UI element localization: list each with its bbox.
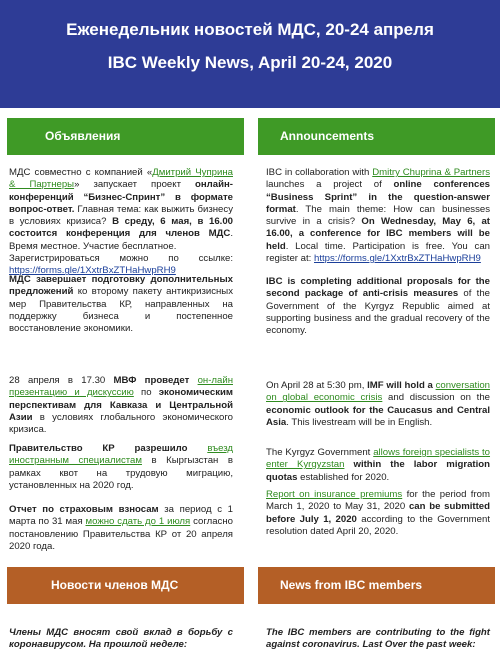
left-p1: МДС совместно с компанией «Дмитрий Чуприна & Партнеры» запускает проект онлайн-конференций “Бизнес-Спринт” в формате вопрос-ответ. Главная тема: как выжить бизнесу в условиях кризиса? В среду, 6 мая, в 16.00 состоится конференция для членов МДС. Время местное. Участие бесплатное. Зарегистрироваться можно по ссылке: https://forms.gle/1XxtrBxZTHaHwpRH9 bbox=[9, 167, 234, 277]
members-bar-ru bbox=[7, 567, 244, 604]
left-p2: МДС завершает подготовку дополнительных предложений ко второму пакету антикризисных мер Правительства КР, направленных на поддержку бизнеса и постепенное восстановление экономики. bbox=[9, 274, 233, 335]
dmitry-chuprina-link-en[interactable]: Dmitry Chuprina & Partners bbox=[372, 167, 490, 178]
dmitry-chuprina-link-ru[interactable]: Дмитрий Чуприна & Партнеры bbox=[9, 167, 233, 191]
left-p5: Отчет по страховым взносам за период с 1 марта по 31 мая можно сдать до 1 июля согласно постановлению Правительства КР от 20 апреля 2020 года. bbox=[9, 504, 233, 552]
announcements-title-en: Announcements bbox=[280, 129, 375, 143]
left-p4: Правительство КР разрешило въезд иностранным специалистам в Кыргызстан в рамках квот на трудовую миграцию, установленных на 2020 год. bbox=[9, 443, 233, 491]
foreign-specialists-link-ru[interactable]: въезд иностранным специалистам bbox=[9, 443, 233, 467]
insurance-report-link-en[interactable]: Report on insurance premiums bbox=[266, 489, 403, 500]
register-link-en[interactable]: https://forms.gle/1XxtrBxZTHaHwpRH9 bbox=[314, 253, 481, 265]
right-p5: Report on insurance premiums for the period from March 1, 2020 to May 31, 2020 can be submitted before July 1, 2020 according to the Government resolution dated April 20, 2020. bbox=[266, 489, 491, 537]
header-title-en: IBC Weekly News, April 20-24, 2020 bbox=[107, 53, 393, 72]
left-members-intro: Члены МДС вносят свой вклад в борьбу с коронавирусом. На прошлой неделе: bbox=[9, 627, 233, 651]
members-title-en: News from IBC members bbox=[280, 578, 423, 592]
members-title-ru: Новости членов МДС bbox=[51, 578, 179, 592]
right-p2: IBC is completing additional proposals for the second package of anti-crisis measures of the Government of the Kyrgyz Republic aimed at supporting business and the gradual recovery of the economy. bbox=[266, 276, 491, 337]
right-p3: On April 28 at 5:30 pm, IMF will hold a conversation on global economic crisis and discussion on the economic outlook for the Caucasus and Central Asia. This livestream will be in English. bbox=[266, 380, 491, 428]
left-p3: 28 апреля в 17.30 МВФ проведет он-лайн презентацию и дискуссию по экономическим перспективам для Кавказа и Центральной Азии в условиях глобального экономического кризиса. bbox=[9, 375, 233, 436]
imf-presentation-link-ru[interactable]: он-лайн презентацию и дискуссию bbox=[9, 375, 233, 399]
members-bar-en bbox=[258, 567, 495, 604]
register-link-ru[interactable]: https://forms.gle/1XxtrBxZTHaHwpRH9 bbox=[9, 265, 176, 277]
announcements-bar-en bbox=[258, 118, 495, 155]
header-title-ru: Еженедельник новостей МДС, 20-24 апреля bbox=[66, 20, 434, 39]
insurance-deadline-link-ru[interactable]: можно сдать до 1 июля bbox=[85, 516, 191, 528]
announcements-title-ru: Объявления bbox=[45, 129, 121, 143]
announcements-bar-ru bbox=[7, 118, 244, 155]
newsletter-header bbox=[0, 0, 500, 108]
imf-conversation-link-en[interactable]: conversation on global economic crisis bbox=[266, 380, 491, 404]
right-p1: IBC in collaboration with Dmitry Chuprina & Partners launches a project of online conferences “Business Sprint” in the question-answer format. The main theme: How can businesses survive in a crisis? On Wednesday, May 6, at 16.00, a conference for IBC members will be held. Local time. Participation is free. You can register at: https://forms.gle/1XxtrBxZTHaHwpRH9 bbox=[266, 167, 490, 265]
foreign-specialists-link-en[interactable]: allows foreign specialists to enter Kyrgyzstan bbox=[266, 447, 491, 471]
right-p4: The Kyrgyz Government allows foreign specialists to enter Kyrgyzstan within the labor migration quotas established for 2020. bbox=[266, 447, 491, 483]
right-members-intro: The IBC members are contributing to the fight against coronavirus. Last Over the past week: bbox=[266, 627, 490, 651]
